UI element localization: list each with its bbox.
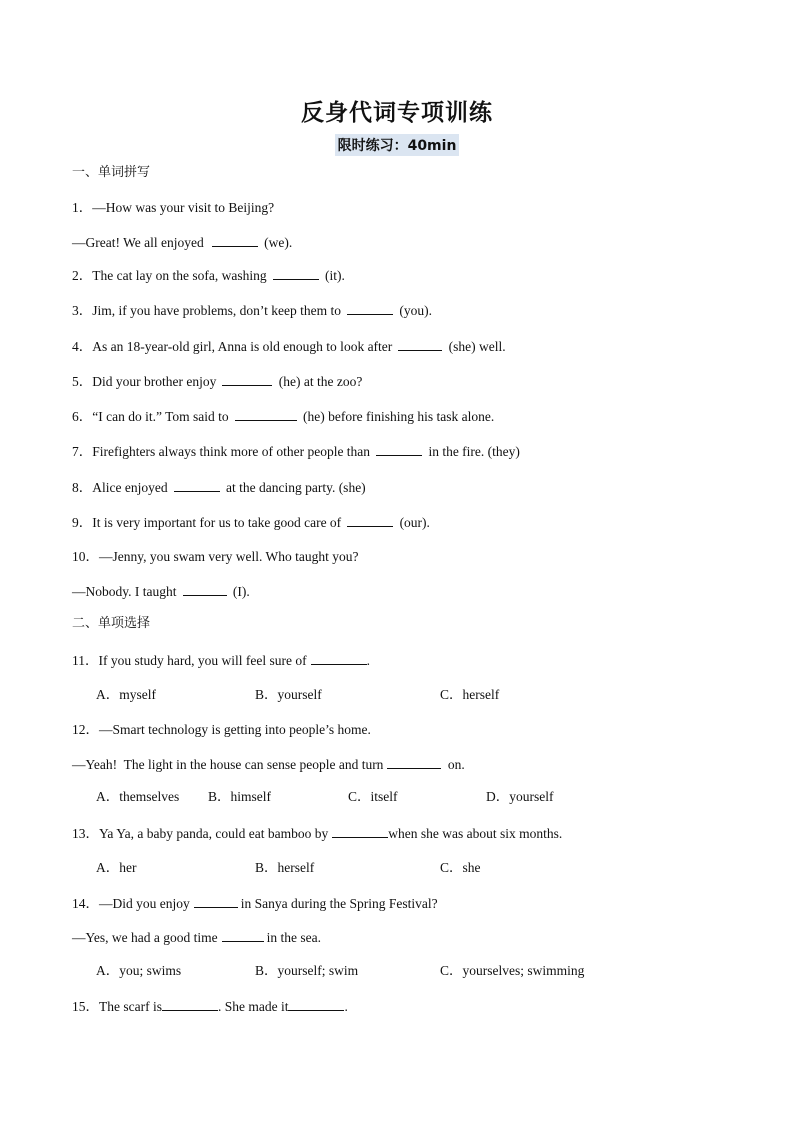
question-7: 7．Firefighters always think more of other people than in the fire. (they) (72, 444, 520, 459)
answer-blank[interactable] (332, 824, 388, 838)
option-b[interactable]: B．herself (255, 860, 315, 875)
option-c[interactable]: C．yourselves; swimming (440, 963, 585, 978)
question-13: 13．Ya Ya, a baby panda, could eat bamboo by when she was about six months. (72, 826, 563, 841)
option-c[interactable]: C．itself (348, 789, 398, 804)
question-8: 8．Alice enjoyed at the dancing party. (she) (72, 480, 366, 495)
option-b[interactable]: B．himself (208, 789, 271, 804)
question-5: 5．Did your brother enjoy (he) at the zoo? (72, 374, 363, 389)
page-title: 反身代词专项训练 (301, 100, 493, 126)
question-4: 4．As an 18-year-old girl, Anna is old enough to look after (she) well. (72, 339, 506, 354)
answer-blank[interactable] (347, 513, 393, 527)
answer-blank[interactable] (387, 755, 441, 769)
option-b[interactable]: B．yourself; swim (255, 963, 359, 978)
question-15: 15．The scarf is . She made it . (72, 999, 348, 1014)
time-limit-label: 限时练习：40min (335, 134, 460, 156)
question-12-answer-line: —Yeah! The light in the house can sense people and turn on. (72, 757, 465, 772)
question-9: 9．It is very important for us to take good care of (our). (72, 515, 430, 530)
answer-blank[interactable] (311, 651, 367, 665)
answer-blank[interactable] (174, 478, 220, 492)
option-a[interactable]: A．themselves (96, 789, 180, 804)
answer-blank[interactable] (194, 894, 238, 908)
question-1-answer-line: —Great! We all enjoyed (we). (72, 235, 293, 250)
option-b[interactable]: B．yourself (255, 687, 322, 702)
section-heading-choice: 二、单项选择 (72, 616, 151, 631)
answer-blank[interactable] (183, 582, 227, 596)
question-12: 12．—Smart technology is getting into people’s home. (72, 722, 371, 737)
answer-blank[interactable] (288, 997, 344, 1011)
answer-blank[interactable] (347, 301, 393, 315)
answer-blank[interactable] (235, 407, 297, 421)
option-c[interactable]: C．she (440, 860, 481, 875)
question-2: 2．The cat lay on the sofa, washing (it). (72, 268, 345, 283)
option-a[interactable]: A．myself (96, 687, 156, 702)
question-14-answer-line: —Yes, we had a good time in the sea. (72, 930, 321, 945)
answer-blank[interactable] (376, 442, 422, 456)
answer-blank[interactable] (162, 997, 218, 1011)
question-14: 14．—Did you enjoy in Sanya during the Spring Festival? (72, 896, 438, 911)
section-heading-spelling: 一、单词拼写 (72, 165, 151, 180)
answer-blank[interactable] (273, 266, 319, 280)
question-10-answer-line: —Nobody. I taught (I). (72, 584, 250, 599)
option-a[interactable]: A．her (96, 860, 137, 875)
question-1: 1．—How was your visit to Beijing? (72, 200, 275, 215)
option-c[interactable]: C．herself (440, 687, 500, 702)
option-a[interactable]: A．you; swims (96, 963, 182, 978)
answer-blank[interactable] (398, 337, 442, 351)
option-d[interactable]: D．yourself (486, 789, 554, 804)
question-11: 11．If you study hard, you will feel sure of . (72, 653, 370, 668)
question-10: 10．—Jenny, you swam very well. Who taught you? (72, 549, 359, 564)
answer-blank[interactable] (222, 372, 272, 386)
answer-blank[interactable] (222, 928, 264, 942)
question-3: 3．Jim, if you have problems, don’t keep them to (you). (72, 303, 432, 318)
answer-blank[interactable] (212, 233, 258, 247)
question-6: 6．“I can do it.” Tom said to (he) before finishing his task alone. (72, 409, 495, 424)
